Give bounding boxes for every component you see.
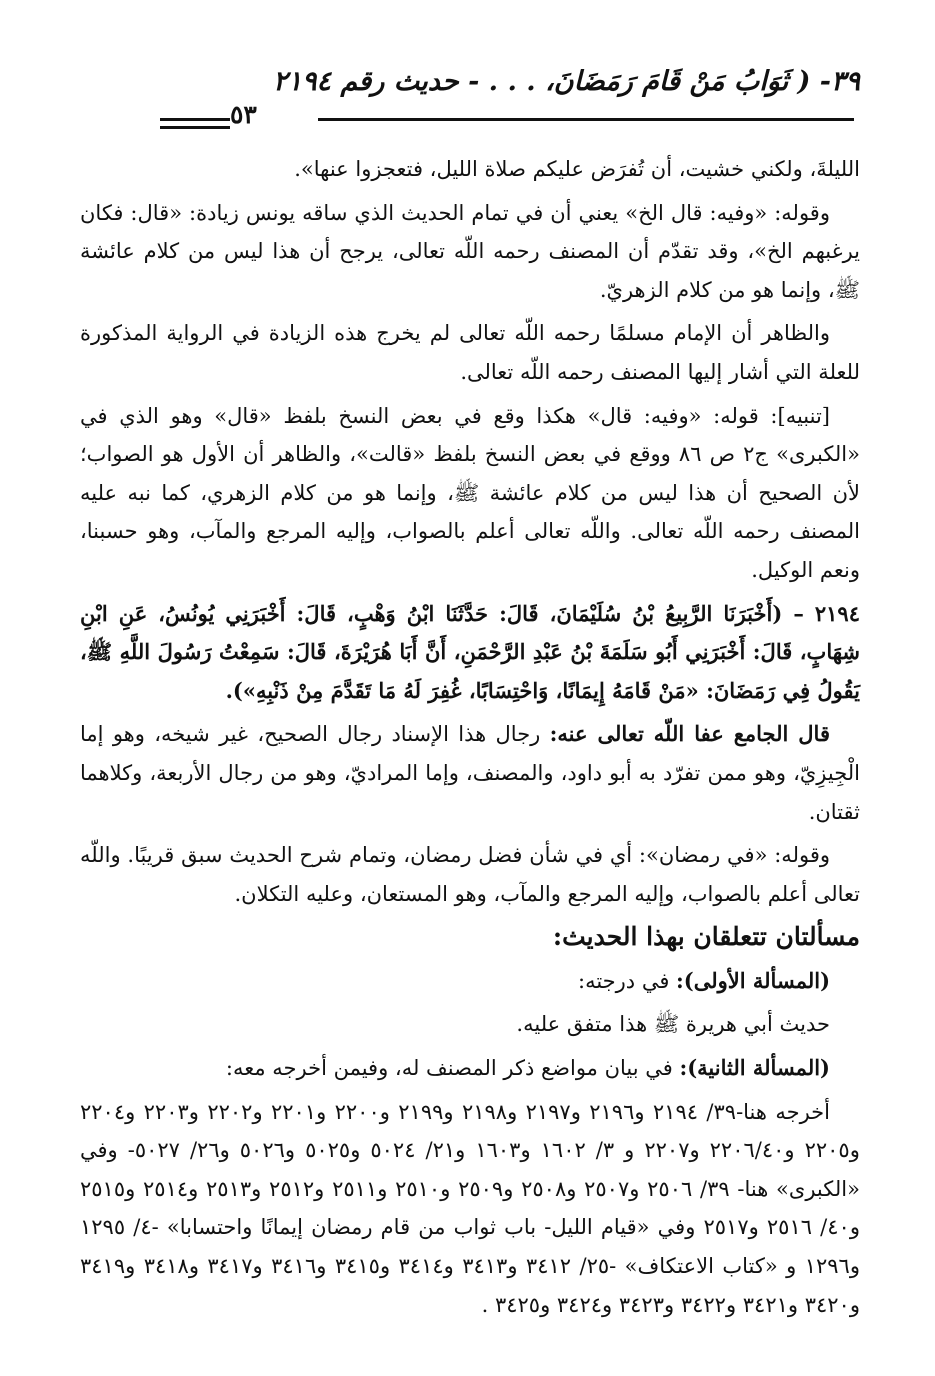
issue-1-body: حديث أبي هريرة ﷺ هذا متفق عليه.: [516, 1012, 830, 1037]
running-title: ٣٩- ( ثَوَابُ مَنْ قَامَ رَمَضَانَ، . . . - حديث رقم ٢١٩٤: [273, 66, 860, 97]
hadith-2194: ٢١٩٤ – (أَخْبَرَنَا الرَّبِيعُ بْنُ سُلَيْمَانَ، قَالَ: حَدَّثَنَا ابْنُ وَهْبٍ، قَالَ: أَخْبَرَنِي يُونُسُ، عَنِ ابْنِ شِهَابٍ، قَالَ: أَخْبَرَنِي أَبُو سَلَمَةَ بْنُ عَبْدِ الرَّحْمَنِ، أَنَّ أَبَا هُرَيْرَةَ، قَالَ: سَمِعْتُ رَسُولَ اللَّهِ ﷺ، يَقُولُ فِي رَمَضَانَ: «مَنْ قَامَهُ إِيمَانًا، وَاحْتِسَابًا، غُفِرَ لَهُ مَا تَقَدَّمَ مِنْ ذَنْبِهِ»).: [80, 600, 860, 703]
paragraph-commentary-1: وقوله: «وفيه: قال الخ» يعني أن في تمام الحديث الذي ساقه يونس زيادة: «قال: فكان يرغبهم الخ»، وقد تقدّم أن المصنف رحمه اللّه تعالى، يرجح أن هذا ليس من كلام عائشة ﷺ، وإنما هو من كلام الزهريّ.: [80, 200, 860, 302]
issue-1-title: [80, 962, 860, 1001]
issue-1-label: (المسألة الأولى):: [676, 967, 830, 993]
header-rule-left-bottom: [160, 126, 230, 129]
compiler-note-lead: قال الجامع عفا اللّه تعالى عنه:: [549, 721, 830, 747]
issue-1-text: في درجته:: [578, 968, 677, 993]
paragraph-compiler-note: [80, 715, 860, 831]
compiler-note-text: رجال هذا الإسناد رجال الصحيح، غير شيخه، وهو إما الْجِيزِيّ، وهو ممن تفرّد به أبو داود، والمصنف، وإما المراديّ، وهو من رجال الأربعة، وكلاهما ثقتان.: [80, 722, 860, 824]
page-body: [80, 150, 860, 1329]
paragraph-commentary-3: وقوله: «في رمضان»: أي في شأن فضل رمضان، وتمام شرح الحديث سبق قريبًا. واللّه تعالى أعلم بالصواب، وإليه المرجع والمآب، وهو المستعان، وعليه التكلان.: [80, 843, 860, 906]
paragraph-commentary-2: والظاهر أن الإمام مسلمًا رحمه اللّه تعالى لم يخرج هذه الزيادة في الرواية المذكورة للعلة التي أشار إليها المصنف رحمه اللّه تعالى.: [80, 321, 860, 384]
page-header: [160, 66, 860, 136]
header-rule-left-top: [160, 118, 230, 121]
paragraph-continuation: الليلةَ، ولكني خشيت، أن تُفرَض عليكم صلاة الليل، فتعجزوا عنها».: [294, 157, 860, 181]
issue-2-body: أخرجه هنا-٣٩/ ٢١٩٤ و٢١٩٦ و٢١٩٧ و٢١٩٨ و٢١٩٩ و٢٢٠٠ و٢٢٠١ و٢٢٠٢ و٢٢٠٣ و٢٢٠٤ و٢٢٠٥ و٢٢٠٦/٤٠ و٢٢٠٧ و ٣/ ١٦٠٢ و١٦٠٣ و٢١/ ٥٠٢٤ و٥٠٢٥ و٥٠٢٦ و٢٦/ ٥٠٢٧- وفي «الكبرى» هنا- ٣٩/ ٢٥٠٦ و٢٥٠٧ و٢٥٠٨ و٢٥٠٩ و٢٥١٠ و٢٥١١ و٢٥١٢ و٢٥١٣ و٢٥١٤ و٢٥١٥ و٤٠/ ٢٥١٦ و٢٥١٧ وفي «قيام الليل- باب ثواب من قام رمضان إيمانًا واحتسابا» -٤/ ١٢٩٥ و١٢٩٦ و «كتاب الاعتكاف» -٢٥/ ٣٤١٢ و٣٤١٣ و٣٤١٤ و٣٤١٥ و٣٤١٦ و٣٤١٧ و٣٤١٨ و٣٤١٩ و٣٤٢٠ و٣٤٢١ و٣٤٢٢ و٣٤٢٣ و٣٤٢٤ و٣٤٢٥ .: [80, 1099, 860, 1317]
header-rule: [318, 118, 854, 121]
section-heading: مسألتان تتعلقان بهذا الحديث:: [552, 922, 860, 952]
issue-2-text: في بيان مواضع ذكر المصنف له، وفيمن أخرجه معه:: [225, 1056, 680, 1081]
paragraph-note: [تنبيه]: قوله: «وفيه: قال» هكذا وقع في بعض النسخ بلفظ «قال» وهو الذي في «الكبرى» ج٢ ص ٨٦ ووقع في بعض النسخ بلفظ «قالت»، والظاهر أن الأول هو الصواب؛ لأن الصحيح أن هذا ليس من كلام عائشة ﷺ، وإنما هو من كلام الزهري، كما نبه عليه المصنف رحمه اللّه تعالى. واللّه تعالى أعلم بالصواب، وإليه المرجع والمآب، وهو حسبنا، ونعم الوكيل.: [80, 403, 860, 582]
page-number: ٥٣: [230, 100, 257, 129]
issue-2-title: [80, 1049, 860, 1088]
issue-2-label: (المسألة الثانية):: [679, 1055, 830, 1081]
